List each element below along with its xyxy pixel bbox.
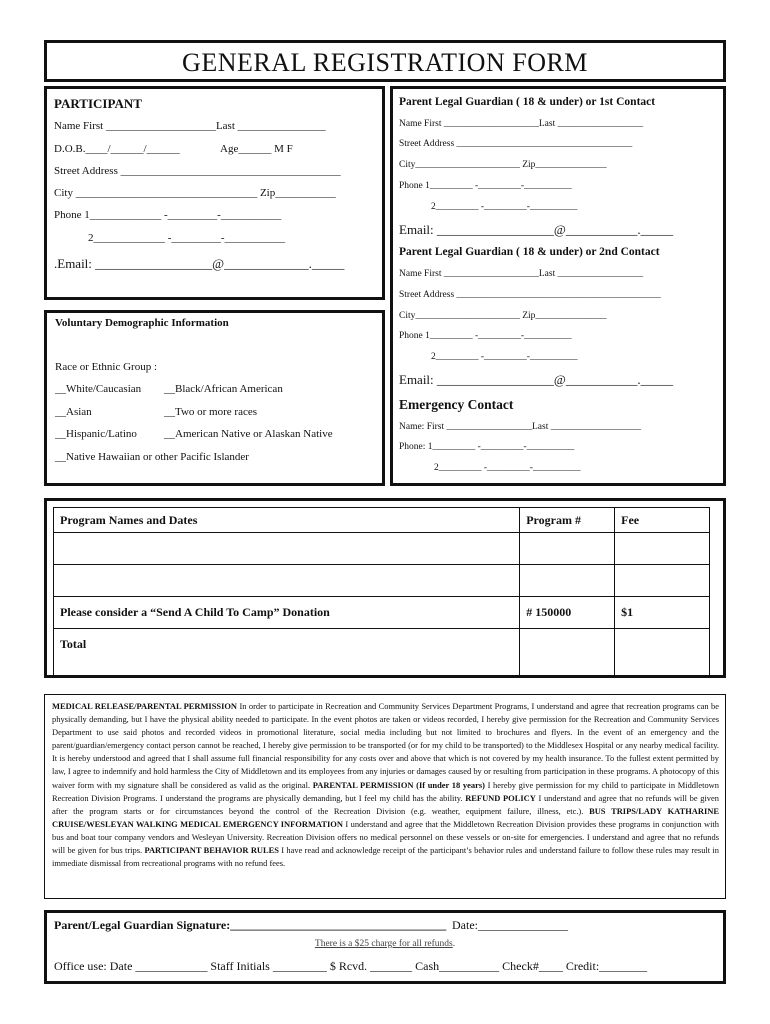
race-two-or-more-option[interactable]: __Two or more races — [164, 406, 258, 418]
parental-permission-body: I hereby give permission for my child to participate in Middletown Recreation Division Programs. I understand the programs are physically demanding, but I feel my child has the ability. — [52, 779, 719, 803]
donation-program-number: # 150000 — [520, 597, 615, 629]
programs-header-number: Program # — [520, 508, 615, 533]
programs-header-fee: Fee — [615, 508, 710, 533]
behavior-rules-heading: PARTICIPANT BEHAVIOR RULES — [144, 845, 279, 856]
medical-release-body: In order to participate in Recreation and Community Services Department Programs, I understand and agree that recreation programs can be physically demanding, but I have the physical ability needed to participate. In the event photos are taken or videos recorded, I hereby give permission for the Recreation and Community Services Department to use said photos and recorded videos in promotional literature, social media including but not limited to brochures and flyers. In the event of an emergency and the parent/guardian/emergency contact person cannot be reached, I hereby give permission to be transported (or for my child to be transported) to the Middlesex Hospital or any nearby medical facility. It is hereby understood and agreed that I shall assume full financial responsibility for any costs over and above that which is not covered by my health insurance. To the fullest extent permitted by law, I agree to indemnify and hold harmless the City of Middletown and its employees from any injuries or damages caused by or resulting from participation in these programs. A photocopy of this waiver form with my signature shall be considered as valid as the original. — [52, 701, 719, 790]
programs-table — [53, 507, 710, 676]
parental-permission-heading: PARENTAL PERMISSION (If under 18 years) — [312, 779, 485, 790]
contact2-street-field[interactable]: Street Address ___________________________________________ — [399, 290, 661, 300]
program-fee-cell[interactable] — [615, 533, 710, 565]
programs-header-names: Program Names and Dates — [54, 508, 520, 533]
race-label: Race or Ethnic Group : — [55, 361, 158, 373]
participant-email-field[interactable]: .Email: __________________@_____________._____ — [54, 256, 345, 271]
medical-release-text — [52, 700, 719, 870]
total-label: Total — [54, 629, 520, 676]
contact2-phone2-field[interactable]: 2_________ -_________-__________ — [431, 352, 578, 362]
guardian-signature-field[interactable]: Parent/Legal Guardian Signature:____________________________________ — [54, 918, 447, 932]
participant-phone2-field[interactable]: 2_____________ -_________-___________ — [88, 232, 286, 244]
emergency-heading: Emergency Contact — [399, 397, 514, 412]
participant-name-field[interactable]: Name First ____________________Last ________________ — [54, 120, 326, 132]
participant-dob-field[interactable]: D.O.B.____/______/______ — [54, 143, 180, 155]
program-name-cell[interactable] — [54, 565, 520, 597]
contact2-email-field[interactable]: Email: __________________@___________._____ — [399, 372, 674, 387]
contact1-heading: Parent Legal Guardian ( 18 & under) or 1st Contact — [399, 96, 656, 108]
race-white-option[interactable]: __White/Caucasian — [55, 383, 142, 395]
refund-policy-heading: REFUND POLICY — [465, 792, 536, 803]
refund-charge-note — [0, 940, 770, 950]
contact2-heading: Parent Legal Guardian ( 18 & under) or 2nd Contact — [399, 246, 660, 258]
race-hawaiian-option[interactable]: __Native Hawaiian or other Pacific Islander — [55, 451, 249, 463]
participant-street-field[interactable]: Street Address ________________________________________ — [54, 165, 341, 177]
program-number-cell[interactable] — [520, 565, 615, 597]
contact1-street-field[interactable]: Street Address _____________________________________ — [399, 139, 633, 149]
donation-fee: $1 — [615, 597, 710, 629]
race-asian-option[interactable]: __Asian — [55, 406, 92, 418]
contact2-name-field[interactable]: Name First ____________________Last __________________ — [399, 269, 644, 279]
emergency-phone2-field[interactable]: 2_________ -_________-__________ — [434, 463, 581, 473]
refund-charge-period: . — [452, 939, 456, 949]
participant-city-field[interactable]: City _________________________________ Zip___________ — [54, 187, 336, 199]
total-fee-cell[interactable] — [615, 629, 710, 676]
contact1-phone1-field[interactable]: Phone 1_________ -_________-__________ — [399, 181, 572, 191]
contact1-phone2-field[interactable]: 2_________ -_________-__________ — [431, 202, 578, 212]
signature-date-field[interactable]: Date:_______________ — [452, 918, 568, 932]
office-use-line[interactable]: Office use: Date ____________ Staff Initials _________ $ Rcvd. _______ Cash__________ Check#____ Credit:________ — [54, 959, 648, 973]
contact2-phone1-field[interactable]: Phone 1_________ -_________-__________ — [399, 331, 572, 341]
bus-trips-heading: BUS TRIPS/LADY KATHARINE CRUISE/WESLEYAN WALKING MEDICAL EMERGENCY INFORMATION — [52, 805, 719, 829]
contact2-city-field[interactable]: City______________________ Zip_______________ — [399, 311, 607, 321]
contact1-name-field[interactable]: Name First ____________________Last __________________ — [399, 119, 644, 129]
bus-trips-body: I understand and agree that the Middletown Recreation Division provides these programs in conjunction with bus and boat tour company vendors and Wesleyan University. Recreation Division offers no medical personnel on these vessels or on-site for emergencies. I understand and agree that no refunds will be given for bus trips. — [52, 818, 719, 856]
participant-age-field[interactable]: Age______ M F — [220, 143, 293, 155]
refund-charge-text: There is a $25 charge for all refunds — [314, 939, 453, 949]
race-hispanic-option[interactable]: __Hispanic/Latino — [55, 428, 137, 440]
form-title: GENERAL REGISTRATION FORM — [182, 48, 588, 77]
emergency-phone1-field[interactable]: Phone: 1_________ -_________-__________ — [399, 442, 575, 452]
participant-phone1-field[interactable]: Phone 1_____________ -_________-___________ — [54, 209, 282, 221]
table-row — [54, 533, 710, 565]
donation-label: Please consider a “Send A Child To Camp” Donation — [54, 597, 520, 629]
contact1-email-field[interactable]: Email: __________________@___________._____ — [399, 222, 674, 237]
demographic-heading: Voluntary Demographic Information — [55, 317, 229, 329]
race-native-american-option[interactable]: __American Native or Alaskan Native — [164, 428, 333, 440]
program-number-cell[interactable] — [520, 533, 615, 565]
program-fee-cell[interactable] — [615, 565, 710, 597]
race-black-option[interactable]: __Black/African American — [164, 383, 283, 395]
donation-row — [54, 597, 710, 629]
medical-release-heading: MEDICAL RELEASE/PARENTAL PERMISSION — [52, 701, 238, 711]
program-name-cell[interactable] — [54, 533, 520, 565]
total-program-cell — [520, 629, 615, 676]
total-row — [54, 629, 710, 676]
refund-policy-body: I understand and agree that no refunds will be given after the program starts or for circumstances beyond the control of the Recreation Division (e.g. weather, equipment failure, illness, etc.). — [52, 792, 719, 816]
table-row — [54, 565, 710, 597]
behavior-rules-body: I have read and acknowledge receipt of the participant’s behavior rules and understand failure to follow these rules may result in immediate dismissal from recreational programs with no refund fees. — [52, 845, 719, 869]
emergency-name-field[interactable]: Name: First __________________Last ___________________ — [399, 422, 641, 432]
contact1-city-field[interactable]: City______________________ Zip_______________ — [399, 160, 607, 170]
participant-heading: PARTICIPANT — [54, 96, 142, 111]
